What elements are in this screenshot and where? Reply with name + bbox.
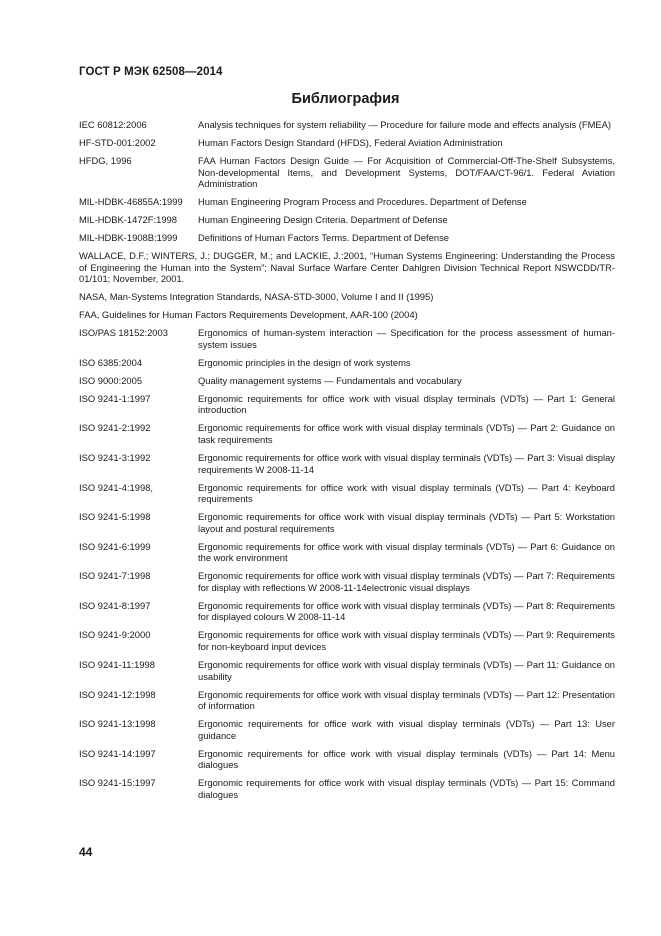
reference-description: Definitions of Human Factors Terms. Department of Defense xyxy=(198,232,449,244)
reference-code: ISO 9241-2:1992 xyxy=(79,422,151,434)
reference-entry xyxy=(79,119,615,131)
reference-description: Human Engineering Program Process and Procedures. Department of Defense xyxy=(198,196,527,208)
reference-entry xyxy=(79,482,615,505)
reference-description: Ergonomic requirements for office work with visual display terminals (VDTs) — Part 1: General introduction xyxy=(198,392,615,416)
reference-description: Analysis techniques for system reliability — Procedure for failure mode and effects analysis (FMEA) xyxy=(198,119,612,130)
reference-description: Ergonomic requirements for office work with visual display terminals (VDTs) — Part 9: Requirements for non-keyboard input devices xyxy=(198,629,615,652)
reference-description: Ergonomic requirements for office work with visual display terminals (VDTs) — Part 3: Visual display requirements W 2008-11-14 xyxy=(198,451,615,475)
reference-code: ISO 9241-6:1999 xyxy=(79,540,151,552)
reference-entry xyxy=(79,214,615,226)
reference-entry xyxy=(79,155,615,190)
reference-description: Ergonomic requirements for office work with visual display terminals (VDTs) — Part 13: User guidance xyxy=(198,718,615,741)
reference-entry xyxy=(79,600,615,623)
reference-entry xyxy=(79,748,615,771)
reference-code: ISO 9241-4:1998, xyxy=(79,481,154,493)
bibliography-list xyxy=(79,119,615,807)
reference-entry xyxy=(79,541,615,564)
reference-description: Ergonomic requirements for office work with visual display terminals (VDTs) — Part 5: Workstation layout and postural requirements xyxy=(198,511,615,534)
reference-description: Human Factors Design Standard (HFDS), Federal Aviation Administration xyxy=(198,136,503,148)
reference-description: Ergonomic requirements for office work with visual display terminals (VDTs) — Part 8: Requirements for displayed colours W 2008-11-14 xyxy=(198,599,615,623)
reference-entry xyxy=(79,327,615,350)
reference-description: Ergonomics of human-system interaction — Specification for the process assessment of human-system issues xyxy=(198,327,615,350)
reference-entry xyxy=(79,393,615,416)
page-number: 44 xyxy=(79,845,93,859)
reference-code: ISO 9241-11:1998 xyxy=(79,658,155,670)
reference-code: MIL-HDBK-1908B:1999 xyxy=(79,232,178,244)
reference-code: ISO 9241-13:1998 xyxy=(79,718,156,730)
reference-description: Ergonomic requirements for office work with visual display terminals (VDTs) — Part 12: Presentation of information xyxy=(198,688,615,712)
reference-code: HFDG, 1996 xyxy=(79,154,132,166)
section-title: Библиография xyxy=(291,91,400,107)
reference-code: ISO 9241-5:1998 xyxy=(79,511,151,523)
reference-entry xyxy=(79,689,615,712)
reference-entry xyxy=(79,422,615,445)
reference-description: Human Engineering Design Criteria. Department of Defense xyxy=(198,214,448,226)
document-header: ГОСТ Р МЭК 62508—2014 xyxy=(79,66,223,78)
reference-entry xyxy=(79,357,615,369)
reference-description: Ergonomic requirements for office work with visual display terminals (VDTs) — Part 2: Guidance on task requirements xyxy=(198,422,615,445)
reference-code: ISO/PAS 18152:2003 xyxy=(79,327,168,339)
reference-code: ISO 9241-3:1992 xyxy=(79,451,151,463)
reference-description: Ergonomic principles in the design of work systems xyxy=(198,356,411,368)
reference-description: Ergonomic requirements for office work with visual display terminals (VDTs) — Part 7: Requirements for display with reflections W 2008-11-14electronic visual displays xyxy=(198,570,615,593)
reference-code: ISO 6385:2004 xyxy=(79,356,143,368)
reference-description: FAA Human Factors Design Guide — For Acquisition of Commercial-Off-The-Shelf Subsystems, Non-developmental Items, and Development Systems, DOT/FAA/CT-96/1. Federal Aviation Administration xyxy=(198,154,615,190)
reference-code: ISO 9241-8:1997 xyxy=(79,599,151,611)
reference-code: ISO 9241-14:1997 xyxy=(79,747,156,759)
reference-code: ISO 9000:2005 xyxy=(79,374,143,386)
reference-entry xyxy=(79,137,615,149)
reference-code: ISO 9241-7:1998 xyxy=(79,570,151,582)
reference-description: Ergonomic requirements for office work with visual display terminals (VDTs) — Part 11: Guidance on usability xyxy=(198,658,615,682)
reference-code: ISO 9241-9:2000 xyxy=(79,629,151,641)
reference-entry xyxy=(79,629,615,652)
reference-entry xyxy=(79,511,615,534)
reference-entry-full: WALLACE, D.F.; WINTERS, J.; DUGGER, M.; and LACKIE, J.:2001, “Human Systems Engineering: Understanding the Process of Engineering the Human into the System”; Naval Surface Warfare Center Dahlgren Division Technical Report NSWCDD/TR-01/101; November, 2001. xyxy=(79,250,615,285)
reference-entry xyxy=(79,718,615,741)
reference-code: IEC 60812:2006 xyxy=(79,119,147,130)
reference-entry xyxy=(79,452,615,475)
reference-entry xyxy=(79,570,615,593)
reference-code: HF-STD-001:2002 xyxy=(79,136,156,148)
reference-entry xyxy=(79,232,615,244)
reference-entry xyxy=(79,777,615,800)
reference-code: ISO 9241-12:1998 xyxy=(79,688,156,700)
reference-entry-full: FAA, Guidelines for Human Factors Requirements Development, AAR-100 (2004) xyxy=(79,309,418,321)
reference-description: Ergonomic requirements for office work with visual display terminals (VDTs) — Part 14: Menu dialogues xyxy=(198,747,615,771)
reference-code: ISO 9241-1:1997 xyxy=(79,392,151,404)
reference-code: MIL-HDBK-46855A:1999 xyxy=(79,196,183,208)
reference-entry xyxy=(79,196,615,208)
reference-description: Ergonomic requirements for office work with visual display terminals (VDTs) — Part 6: Guidance on the work environment xyxy=(198,540,615,564)
reference-entry xyxy=(79,375,615,387)
reference-code: ISO 9241-15:1997 xyxy=(79,777,156,789)
reference-description: Ergonomic requirements for office work with visual display terminals (VDTs) — Part 15: Command dialogues xyxy=(198,777,615,800)
reference-description: Ergonomic requirements for office work with visual display terminals (VDTs) — Part 4: Keyboard requirements xyxy=(198,481,615,505)
reference-entry-full: NASA, Man-Systems Integration Standards, NASA-STD-3000, Volume I and II (1995) xyxy=(79,291,434,303)
reference-description: Quality management systems — Fundamentals and vocabulary xyxy=(198,374,462,386)
reference-code: MIL-HDBK-1472F:1998 xyxy=(79,214,177,226)
reference-entry xyxy=(79,659,615,682)
